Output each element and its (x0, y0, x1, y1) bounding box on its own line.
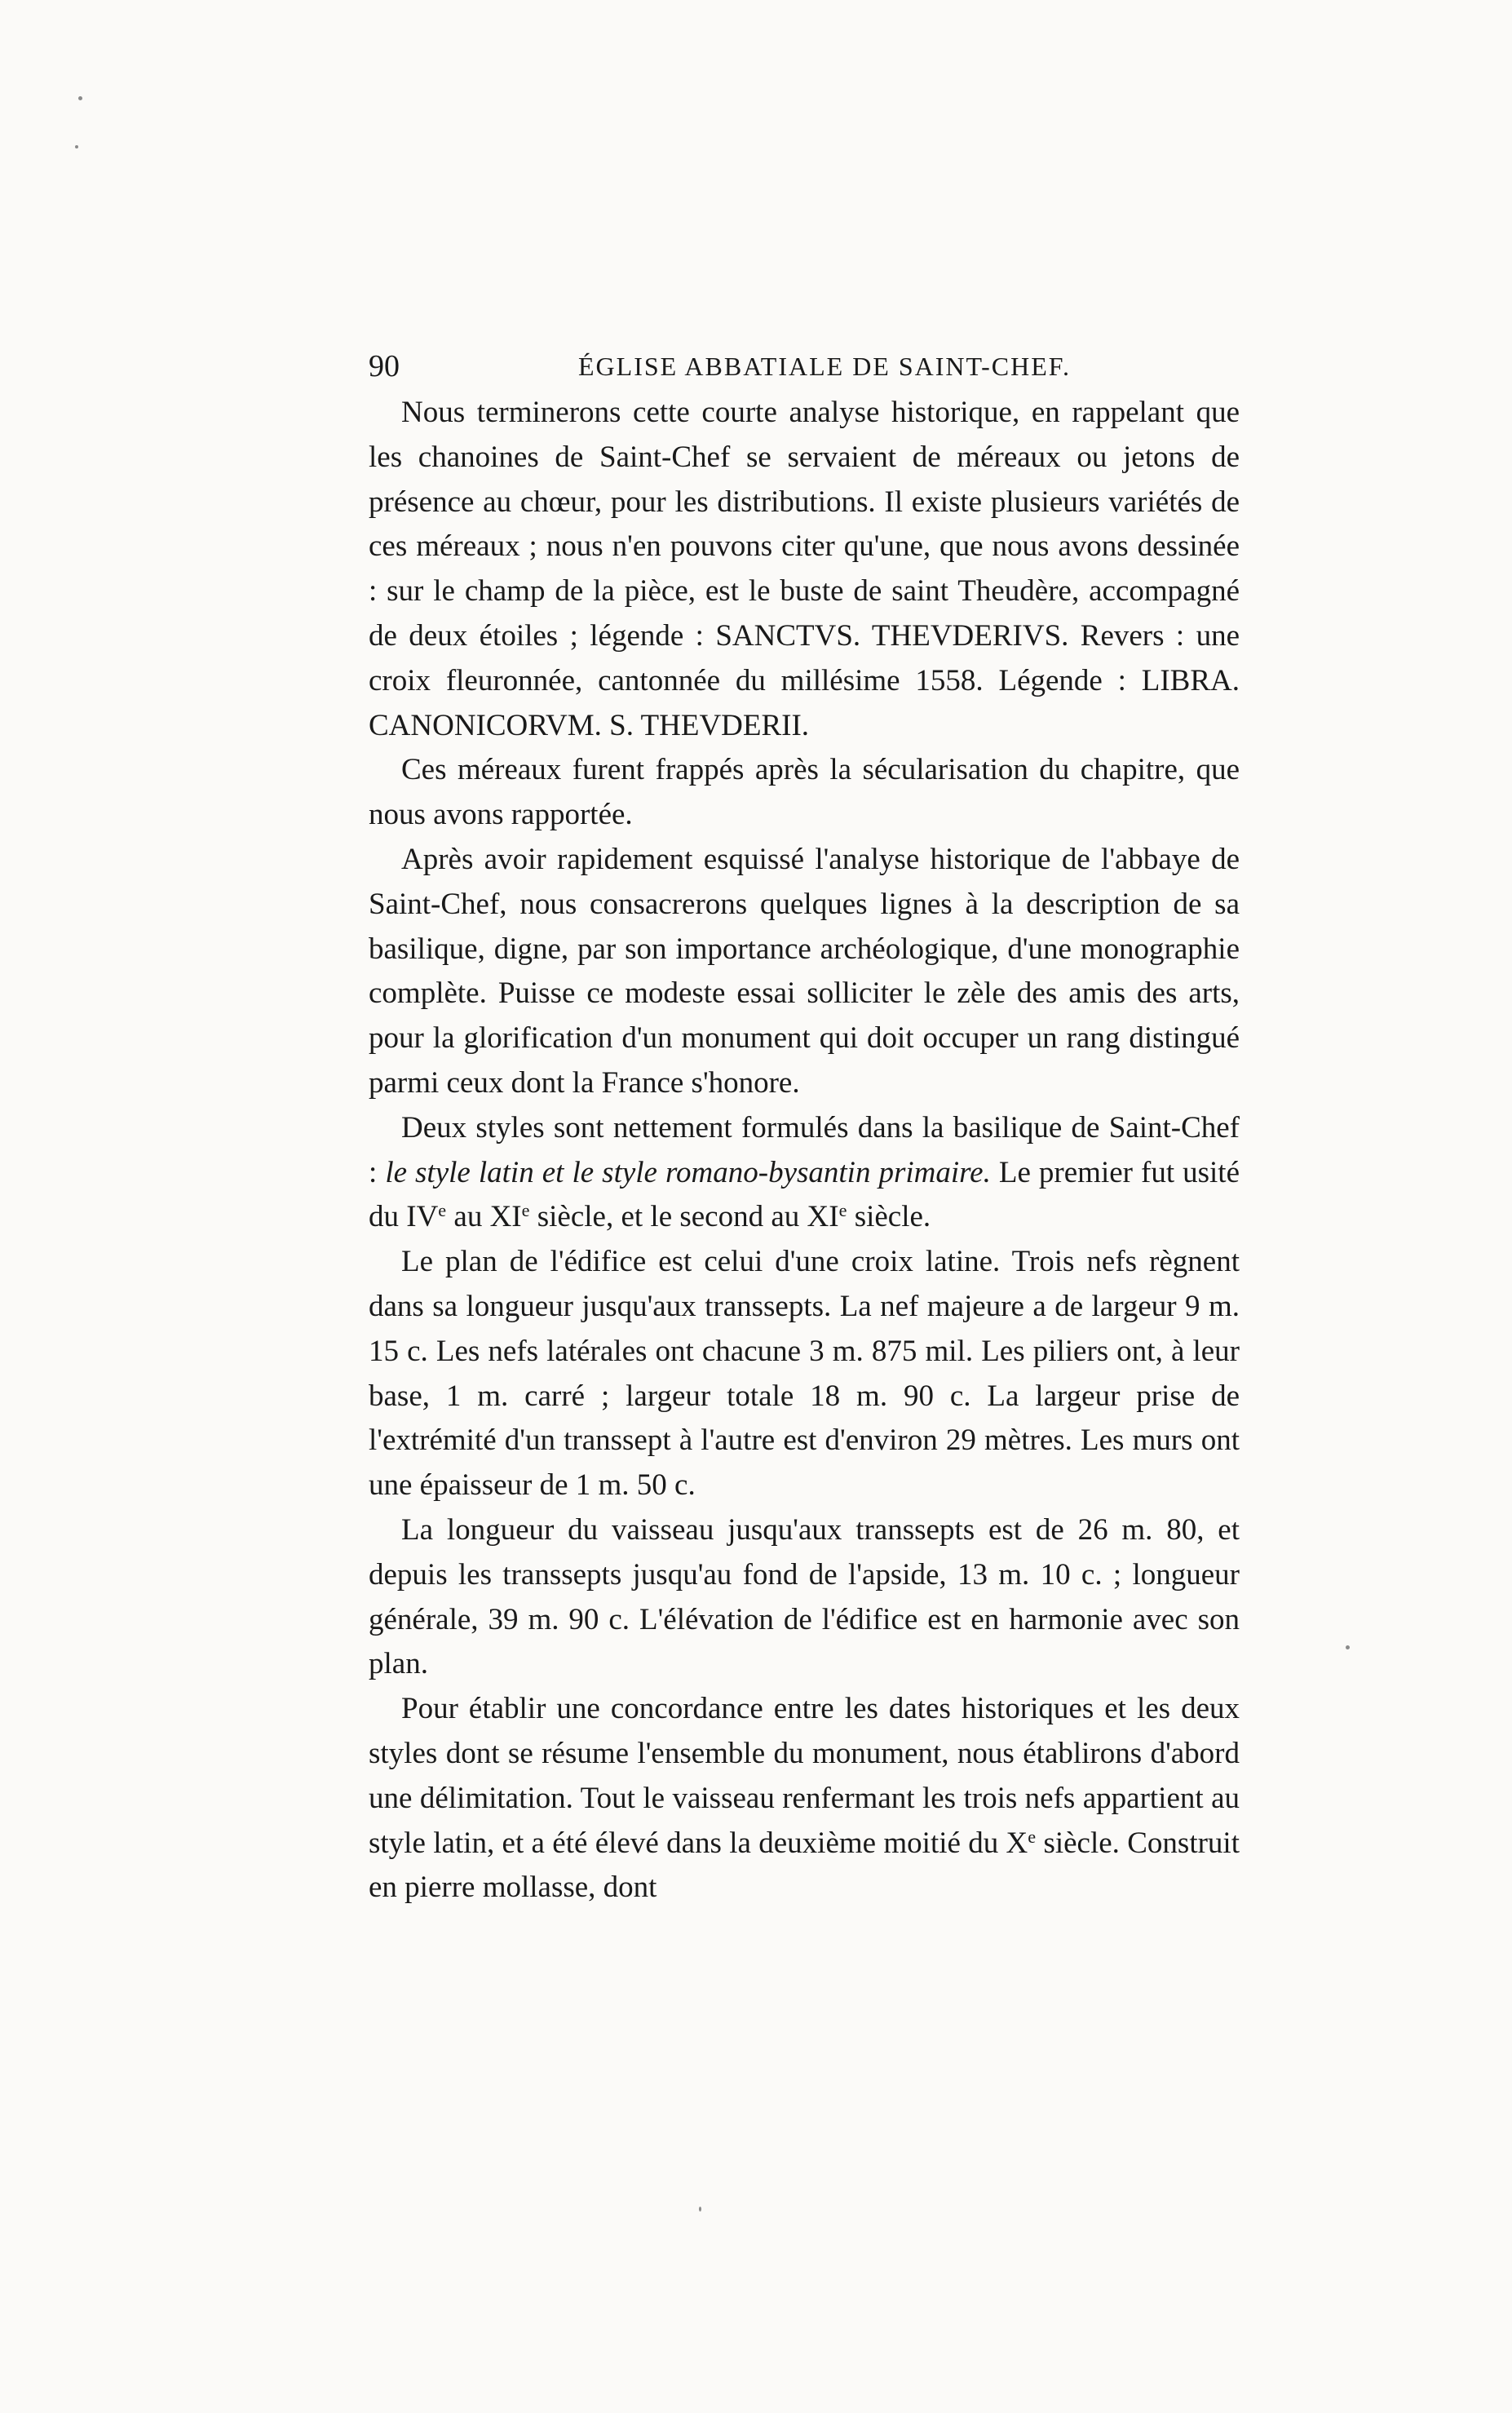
paragraph-4-text-b: au XI (446, 1200, 522, 1234)
paragraph-4-text-d: siècle. (847, 1200, 931, 1234)
paragraph-4-lead: Deux styles sont nettement formulés dans la basilique de Saint-Chef : (369, 1110, 1240, 1189)
superscript: e (838, 1200, 847, 1221)
book-page (369, 347, 1240, 1978)
page-number: 90 (369, 349, 400, 383)
paragraph-4-italic: le style latin et le style romano-bysantin primaire. (385, 1155, 991, 1189)
superscript: e (521, 1200, 530, 1221)
paragraph-6: La longueur du vaisseau jusqu'aux transsepts est de 26 m. 80, et depuis les transsepts jusqu'au fond de l'apside, 13 m. 10 c. ; longueur générale, 39 m. 90 c. L'élévation de l'édifice est en harmonie avec son plan. (369, 1512, 1240, 1681)
paragraph-7 (369, 1687, 1240, 1910)
paragraph-7-text: Pour établir une concordance entre les dates historiques et les deux styles dont se résume l'ensemble du monument, nous établirons d'abord une délimitation. Tout le vaisseau renfermant les trois nefs appartient au style latin, et a été élevé dans la deuxième moitié du X (369, 1692, 1240, 1860)
paragraph-7-tail: siècle. Construit en pierre mollasse, dont (369, 1826, 1240, 1905)
scan-speck (78, 96, 82, 100)
paragraph-5: Le plan de l'édifice est celui d'une croix latine. Trois nefs règnent dans sa longueur jusqu'aux transsepts. La nef majeure a de largeur 9 m. 15 c. Les nefs latérales ont chacune 3 m. 875 mil. Les piliers ont, à leur base, 1 m. carré ; largeur totale 18 m. 90 c. La largeur prise de l'extrémité d'un transsept à l'autre est d'environ 29 mètres. Les murs ont une épaisseur de 1 m. 50 c. (369, 1245, 1240, 1503)
page-header (369, 347, 1240, 386)
scan-speck (1346, 1645, 1350, 1649)
paragraph-4-text-c: siècle, et le second au XI (529, 1200, 839, 1234)
paragraph-4 (369, 1106, 1240, 1240)
scan-speck (75, 145, 78, 148)
paragraph-3: Après avoir rapidement esquissé l'analyse historique de l'abbaye de Saint-Chef, nous consacrerons quelques lignes à la description de sa basilique, digne, par son importance archéologique, d'une monographie complète. Puisse ce modeste essai solliciter le zèle des amis des arts, pour la glorification d'un monument qui doit occuper un rang distingué parmi ceux dont la France s'honore. (369, 842, 1240, 1100)
scan-speck (699, 2207, 701, 2212)
paragraph-1: Nous terminerons cette courte analyse historique, en rappelant que les chanoines de Saint-Chef se servaient de méreaux ou jetons de présence au chœur, pour les distributions. Il existe plusieurs variétés de ces méreaux ; nous n'en pouvons citer qu'une, que nous avons dessinée : sur le champ de la pièce, est le buste de saint Theudère, accompagné de deux étoiles ; légende : SANCTVS. THEVDERIVS. Revers : une croix fleuronnée, cantonnée du millésime 1558. Légende : LIBRA. CANONICORVM. S. THEVDERII. (369, 396, 1240, 742)
superscript: e (438, 1200, 447, 1221)
paragraph-4-text-a: Le premier fut usité du IV (369, 1155, 1240, 1234)
paragraph-2: Ces méreaux furent frappés après la sécularisation du chapitre, que nous avons rapportée. (369, 753, 1240, 832)
body-text (369, 391, 1240, 1910)
superscript: e (1028, 1826, 1037, 1847)
running-title: ÉGLISE ABBATIALE DE SAINT-CHEF. (577, 352, 1072, 381)
